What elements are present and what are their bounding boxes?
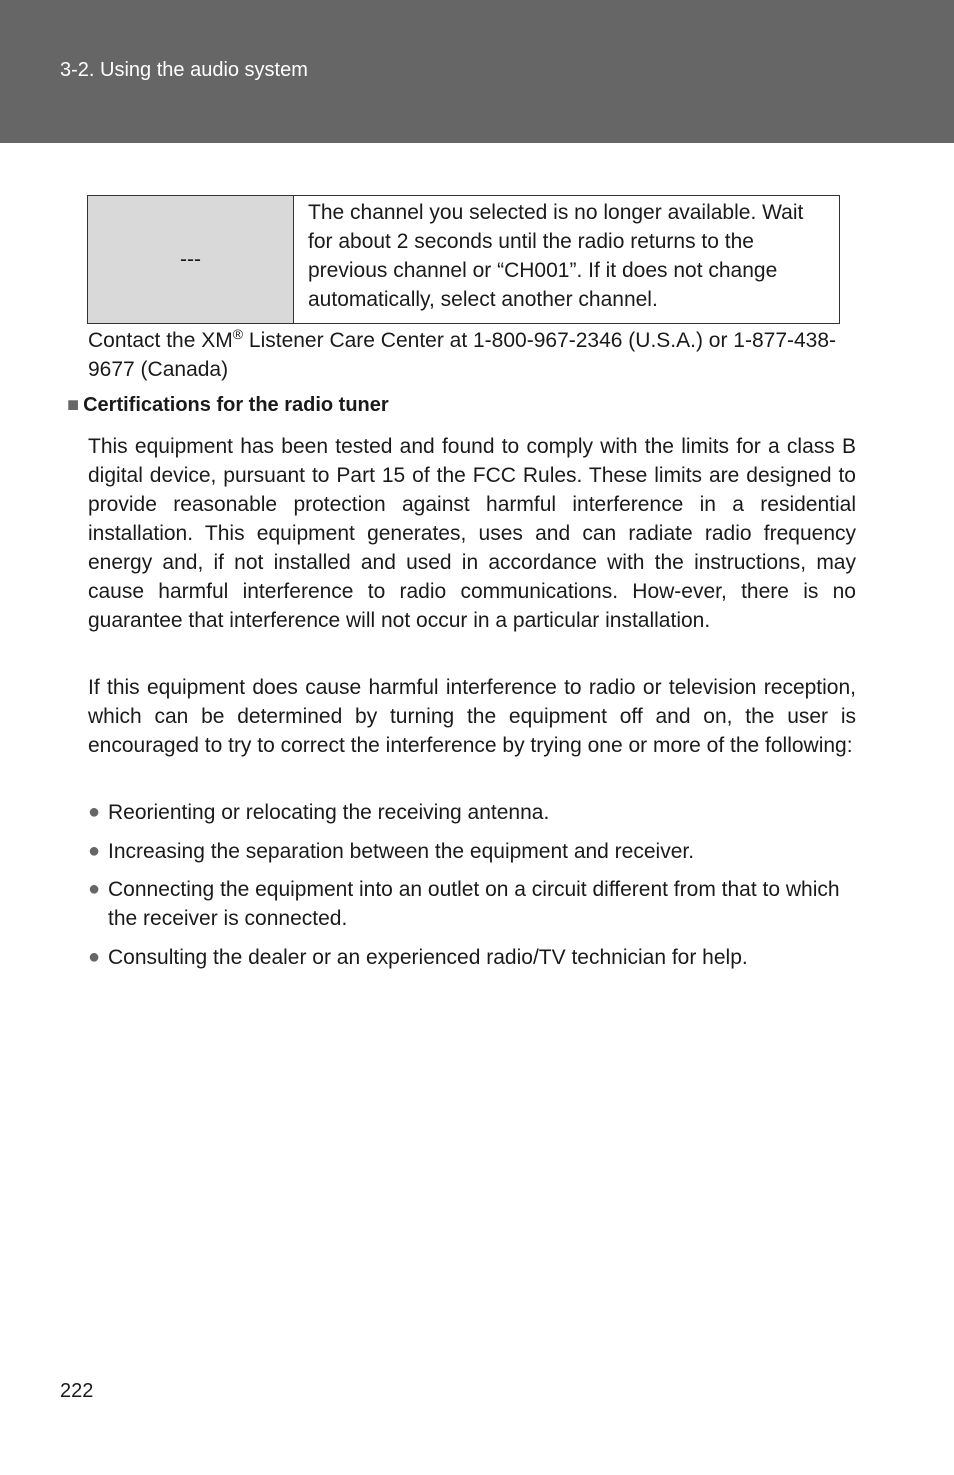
list-item bbox=[88, 875, 858, 933]
circle-bullet-icon: ● bbox=[88, 878, 101, 900]
certifications-heading bbox=[67, 394, 389, 417]
contact-info bbox=[88, 326, 858, 384]
message-description-cell: The channel you selected is no longer available. Wait for about 2 seconds until the radio returns to the previous channel or “CH001”. If it does not change automatically, select another channel. bbox=[294, 196, 840, 324]
list-item bbox=[88, 798, 858, 827]
section-title: 3-2. Using the audio system bbox=[60, 59, 308, 81]
list-item bbox=[88, 943, 858, 972]
list-item-text: Reorienting or relocating the receiving antenna. bbox=[108, 801, 550, 824]
circle-bullet-icon: ● bbox=[88, 946, 101, 968]
contact-prefix: Contact the XM bbox=[88, 329, 233, 352]
contact-suffix: Listener Care Center at 1-800-967-2346 (U.S.A.) or 1-877-438-9677 (Canada) bbox=[88, 329, 837, 381]
message-table bbox=[87, 195, 840, 324]
list-item-text: Connecting the equipment into an outlet on a circuit different from that to which the receiver is connected. bbox=[108, 878, 840, 930]
square-bullet-icon: ■ bbox=[67, 394, 80, 416]
table-row bbox=[88, 196, 840, 324]
certifications-heading-text: Certifications for the radio tuner bbox=[83, 394, 389, 416]
circle-bullet-icon: ● bbox=[88, 801, 101, 823]
header-band bbox=[0, 0, 954, 143]
page-number: 222 bbox=[60, 1380, 94, 1402]
circle-bullet-icon: ● bbox=[88, 840, 101, 862]
list-item-text: Increasing the separation between the equipment and receiver. bbox=[108, 840, 695, 863]
list-item bbox=[88, 837, 858, 866]
list-item-text: Consulting the dealer or an experienced radio/TV technician for help. bbox=[108, 946, 748, 969]
paragraph-interference: If this equipment does cause harmful interference to radio or television reception, which can be determined by turning the equipment off and on, the user is encouraged to try to correct the interference by trying one or more of the following: bbox=[88, 676, 856, 757]
paragraph-fcc-compliance: This equipment has been tested and found to comply with the limits for a class B digital device, pursuant to Part 15 of the FCC Rules. These limits are designed to provide reasonable protection against harmful interference in a residential installation. This equipment generates, uses and can radiate radio frequency energy and, if not installed and used in accordance with the instructions, may cause harmful interference to radio communications. How-ever, there is no guarantee that interference will not occur in a particular installation. bbox=[88, 435, 856, 632]
message-code-cell: --- bbox=[88, 196, 294, 324]
registered-mark: ® bbox=[232, 326, 244, 342]
